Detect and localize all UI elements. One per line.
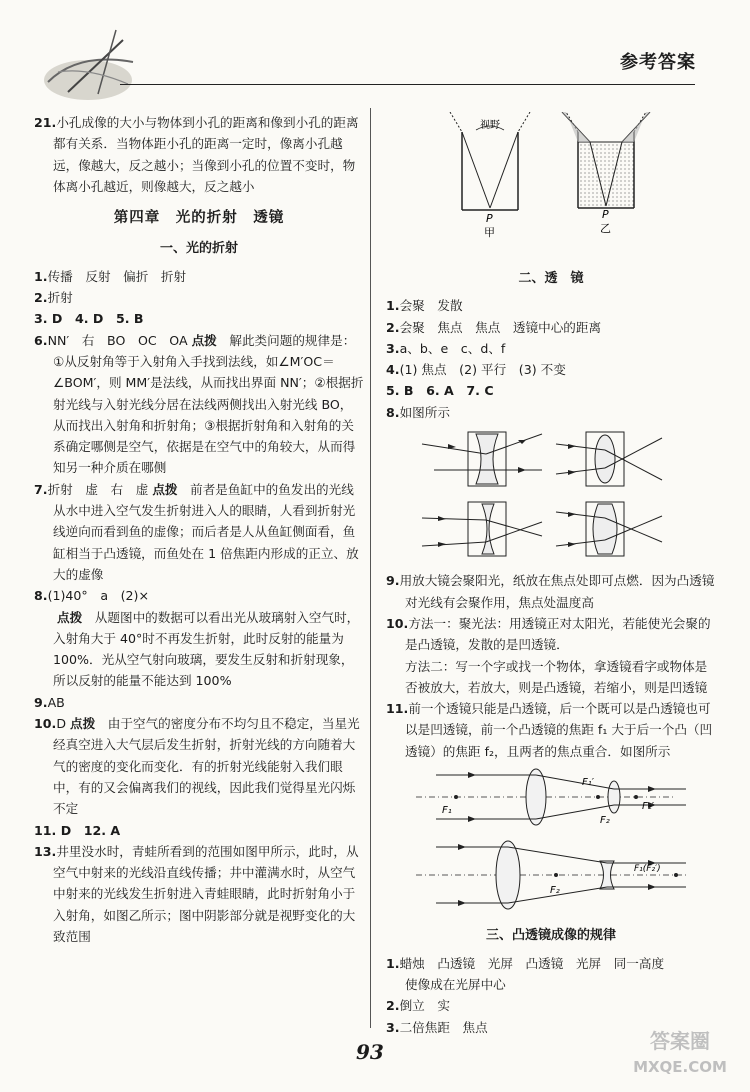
column-divider (370, 108, 371, 1028)
answer-b9: 9.用放大镜会聚阳光，纸放在焦点处即可点燃．因为凸透镜对光线有会聚作用，焦点处温度高 (386, 573, 715, 610)
label-yi: 乙 (600, 222, 611, 235)
header-rule (120, 84, 695, 85)
answer-c2: 2.倒立 实 (386, 998, 450, 1014)
label-p-jia: P (486, 212, 493, 225)
answer-b5-7: 5. B 6. A 7. C (386, 383, 494, 399)
answer-b4: 4.(1) 焦点 (2) 平行 (3) 不变 (386, 362, 566, 378)
section-heading-1: 一、光的折射 (159, 241, 238, 257)
answer-b3: 3.a、b、e c、d、f (386, 340, 506, 356)
answer-21: 21.小孔成像的大小与物体到小孔的距离和像到小孔的距离都有关系．当物体距小孔的距离一定时，像离小孔越远，像越大，反之越小；当像到小孔的位置不变时，物体离小孔越近，则像越大，反之越小 (34, 115, 359, 194)
answer-b8: 8.如图所示 (386, 404, 450, 420)
section-heading-3: 三、凸透镜成像的规律 (485, 928, 616, 944)
answer-9: 9.AB (34, 694, 65, 710)
answer-13: 13.井里没水时，青蛙所看到的范围如图甲所示，此时，从空气中射来的光线沿直线传播；井中灌满水时，从空气中射来的光线发生折射进入青蛙眼睛，此时折射角小于入射角，如图乙所示；图中阴影部分就是视野变化的大致范围 (34, 843, 359, 944)
answer-8-hint: 点拨 从题图中的数据可以看出光从玻璃射入空气时，入射角大于 40°时不再发生折射，此时反射的能量为 100%．光从空气射向玻璃，要发生反射和折射现象，所以反射的能量不能达到 100% (53, 609, 360, 689)
label-f1: F₁ (442, 805, 452, 817)
well-figure-jia-yi (440, 112, 710, 252)
right-column (386, 262, 716, 1038)
left-column (34, 112, 364, 947)
answer-11-12: 11. D 12. A (34, 822, 121, 838)
label-view: 视野 (480, 120, 500, 131)
watermark-line2: MXQE.COM (633, 1058, 727, 1076)
page-title: 参考答案 (620, 52, 696, 73)
label-p-yi: P (602, 208, 609, 221)
answer-c1: 1.蜡烛 凸透镜 光屏 凸透镜 光屏 同一高度 (386, 955, 665, 971)
header-logo-illustration (38, 22, 148, 112)
watermark (620, 1028, 740, 1088)
answer-b2: 2.会聚 焦点 焦点 透镜中心的距离 (386, 319, 602, 335)
label-jia: 甲 (484, 226, 495, 239)
answer-b10: 10.方法一：聚光法：用透镜正对太阳光，若能使光会聚的是凸透镜，发散的是凹透镜． (386, 615, 711, 653)
answer-2: 2.折射 (34, 290, 73, 306)
chapter-heading: 第四章 光的折射 透镜 (113, 210, 285, 227)
label-f2-bottom: F₂ (550, 885, 560, 897)
answer-6: 6.NN′ 右 BO OC OA 点拨 解此类问题的规律是：①从反射角等于入射角入手找到法线，如∠M′OC＝∠BOM′，则 MM′是法线，从而找出界面 NN′；②根据折射光线与入射光线分居在法线两侧找出入射光线 BO，从而找出入射角和折射角；③根据折射角和入射角的关系确定哪侧是空气，依据是在空气中的角较大，从而得知另一种介质在哪侧 (34, 332, 364, 476)
answer-c1-line2: 使像成在光屏中心 (405, 976, 506, 992)
answer-7: 7.折射 虚 右 虚 点拨 前者是鱼缸中的鱼发出的光线从水中进入空气发生折射进入人的眼睛，人看到折射光线逆向而看到鱼的虚像；而后者是人从鱼缸侧面看，鱼缸相当于凸透镜，而鱼处在 1 倍焦距内形成的正立、放大的虚像 (34, 481, 359, 582)
lens-ray-figure-b8 (386, 426, 706, 562)
answer-10: 10.D 点拨 由于空气的密度分布不均匀且不稳定，当星光经真空进入大气层后发生折射，折射光线的方向随着大气的密度的变化而变化．有的折射光线能射入我们眼中，有的又会偏离我们的视线，因此我们觉得星光闪烁不定 (34, 716, 360, 817)
section-heading-2: 二、透 镜 (518, 271, 584, 286)
label-f2: F₂ (600, 815, 610, 827)
answer-3-5: 3. D 4. D 5. B (34, 311, 144, 327)
answer-c3: 3.二倍焦距 焦点 (386, 1019, 488, 1035)
label-f1p: F₁′ (582, 777, 595, 789)
answer-1: 1.传播 反射 偏折 折射 (34, 268, 187, 284)
label-f2p: F₂′ (642, 801, 655, 813)
answer-b10-method2: 方法二：写一个字或找一个物体，拿透镜看字或物体是否被放大，若放大，则是凸透镜，若缩小，则是凹透镜 (405, 658, 708, 695)
watermark-line1: 答案圈 (650, 1029, 710, 1053)
label-f1-bottom: F₁(F₂′) (634, 864, 661, 875)
lens-focus-figure-b11 (386, 765, 706, 911)
answer-b11: 11.前一个透镜只能是凸透镜，后一个既可以是凸透镜也可以是凹透镜，前一个凸透镜的焦距 f₁ 大于后一个凸（凹透镜）的焦距 f₂，且两者的焦点重合．如图所示 (386, 701, 713, 759)
answer-b1: 1.会聚 发散 (386, 298, 463, 314)
page-number: 93 (356, 1040, 384, 1064)
answer-8: 8.(1)40° a (2)× (34, 588, 150, 604)
